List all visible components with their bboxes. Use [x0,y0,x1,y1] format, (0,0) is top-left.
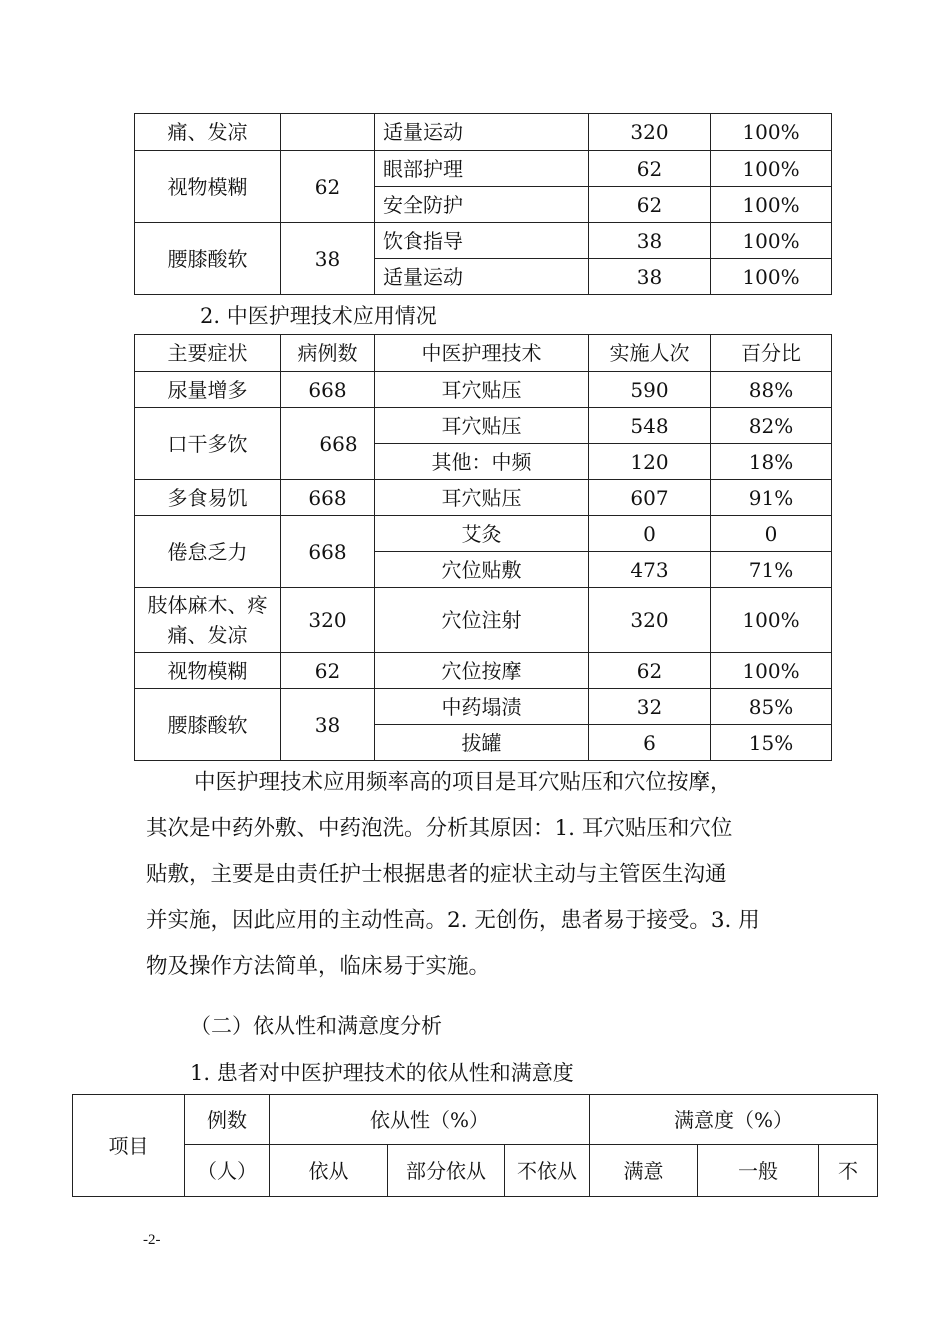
table-cell: 腰膝酸软 [135,689,281,761]
table-cell: 18% [711,444,832,480]
paragraph-line: 贴敷，主要是由责任护士根据患者的症状主动与主管医生沟通 [146,862,727,887]
table-cell: 0 [589,516,711,552]
table-cell: 548 [589,408,711,444]
table-cell: 100% [711,223,832,259]
table-cell: 100% [711,114,832,151]
paragraph-line: 中医护理技术应用频率高的项目是耳穴贴压和穴位按摩， [194,770,732,795]
table-header-cell: 主要症状 [135,335,281,372]
table-cell: 适量运动 [375,114,589,151]
table-cell: 120 [589,444,711,480]
symptom-line: 肢体麻木、疼 [147,593,268,617]
table-cell: 62 [589,151,711,187]
table-cell: 视物模糊 [135,653,281,689]
paragraph-line: 并实施，因此应用的主动性高。2. 无创伤，患者易于接受。3. 用 [146,908,760,933]
table-cell: 668 [281,480,375,516]
table-cell: 91% [711,480,832,516]
table-cell: 15% [711,725,832,761]
table-header-cell: 依从性（%） [270,1095,590,1145]
table-cell: 320 [281,588,375,653]
table-cell: 适量运动 [375,259,589,295]
table-header-cell: 中医护理技术 [375,335,589,372]
table-cell: 视物模糊 [135,151,281,223]
table-cell: 穴位贴敷 [375,552,589,588]
table-cell: 100% [711,259,832,295]
table-cell: 607 [589,480,711,516]
table-header-cell: 满意度（%） [590,1095,878,1145]
table-cell: 62 [281,653,375,689]
table-cell: 668 [281,372,375,408]
table-cell: 32 [589,689,711,725]
table-cell: 82% [711,408,832,444]
table-cell: 38 [589,223,711,259]
table-cell [281,114,375,151]
table-cell: 668 [281,516,375,588]
table-cell: 88% [711,372,832,408]
table-header-cell: 百分比 [711,335,832,372]
table-cell: 6 [589,725,711,761]
table-header-cell: 一般 [698,1145,819,1197]
tcm-techniques-table [134,334,832,761]
table-header-cell: 依从 [270,1145,388,1197]
table-cell: 85% [711,689,832,725]
table-header-cell: 项目 [73,1095,185,1197]
table-header-cell: 例数 [185,1095,270,1145]
table-header-cell: （人） [185,1145,270,1197]
table-cell: 38 [281,223,375,295]
paragraph-line: 物及操作方法简单，临床易于实施。 [146,954,491,979]
table-cell: 口干多饮 [135,408,281,480]
table-cell: 腰膝酸软 [135,223,281,295]
table-cell: 62 [281,151,375,223]
table-cell: 100% [711,187,832,223]
table-cell: 38 [281,689,375,761]
table-cell [135,588,281,653]
section-heading: （二）依从性和满意度分析 [190,1014,442,1038]
table-cell: 473 [589,552,711,588]
table-cell: 耳穴贴压 [375,480,589,516]
table-cell: 饮食指导 [375,223,589,259]
table-cell: 穴位注射 [375,588,589,653]
table-cell: 尿量增多 [135,372,281,408]
table-cell: 痛、发凉 [135,114,281,151]
table-cell: 耳穴贴压 [375,408,589,444]
table-cell: 71% [711,552,832,588]
table-cell: 62 [589,653,711,689]
table-cell: 穴位按摩 [375,653,589,689]
table-cell: 0 [711,516,832,552]
table-cell: 38 [589,259,711,295]
table-cell: 62 [589,187,711,223]
page-number: -2- [143,1232,161,1248]
table-cell: 耳穴贴压 [375,372,589,408]
table-cell: 100% [711,151,832,187]
table-cell: 艾灸 [375,516,589,552]
table-cell: 倦怠乏力 [135,516,281,588]
subsection-title: 1. 患者对中医护理技术的依从性和满意度 [190,1061,574,1085]
table-cell: 668 [281,408,375,480]
table-header-cell: 病例数 [281,335,375,372]
table-cell: 其他：中频 [375,444,589,480]
table-header-cell: 不 [819,1145,878,1197]
analysis-paragraph [146,760,806,990]
table-cell: 100% [711,653,832,689]
paragraph-line: 其次是中药外敷、中药泡洗。分析其原因：1. 耳穴贴压和穴位 [146,816,733,841]
table-cell: 安全防护 [375,187,589,223]
symptom-line: 痛、发凉 [167,623,248,647]
table-header-cell: 不依从 [505,1145,590,1197]
table-header-cell: 满意 [590,1145,698,1197]
table-cell: 多食易饥 [135,480,281,516]
nursing-measures-table [134,113,832,295]
table-cell: 590 [589,372,711,408]
table-header-cell: 实施人次 [589,335,711,372]
compliance-satisfaction-table [72,1094,878,1197]
section-2-title: 2. 中医护理技术应用情况 [200,304,437,328]
table-cell: 320 [589,588,711,653]
table-header-cell: 部分依从 [388,1145,505,1197]
table-cell: 100% [711,588,832,653]
table-cell: 中药塌渍 [375,689,589,725]
table-cell: 320 [589,114,711,151]
table-cell: 眼部护理 [375,151,589,187]
table-cell: 拔罐 [375,725,589,761]
